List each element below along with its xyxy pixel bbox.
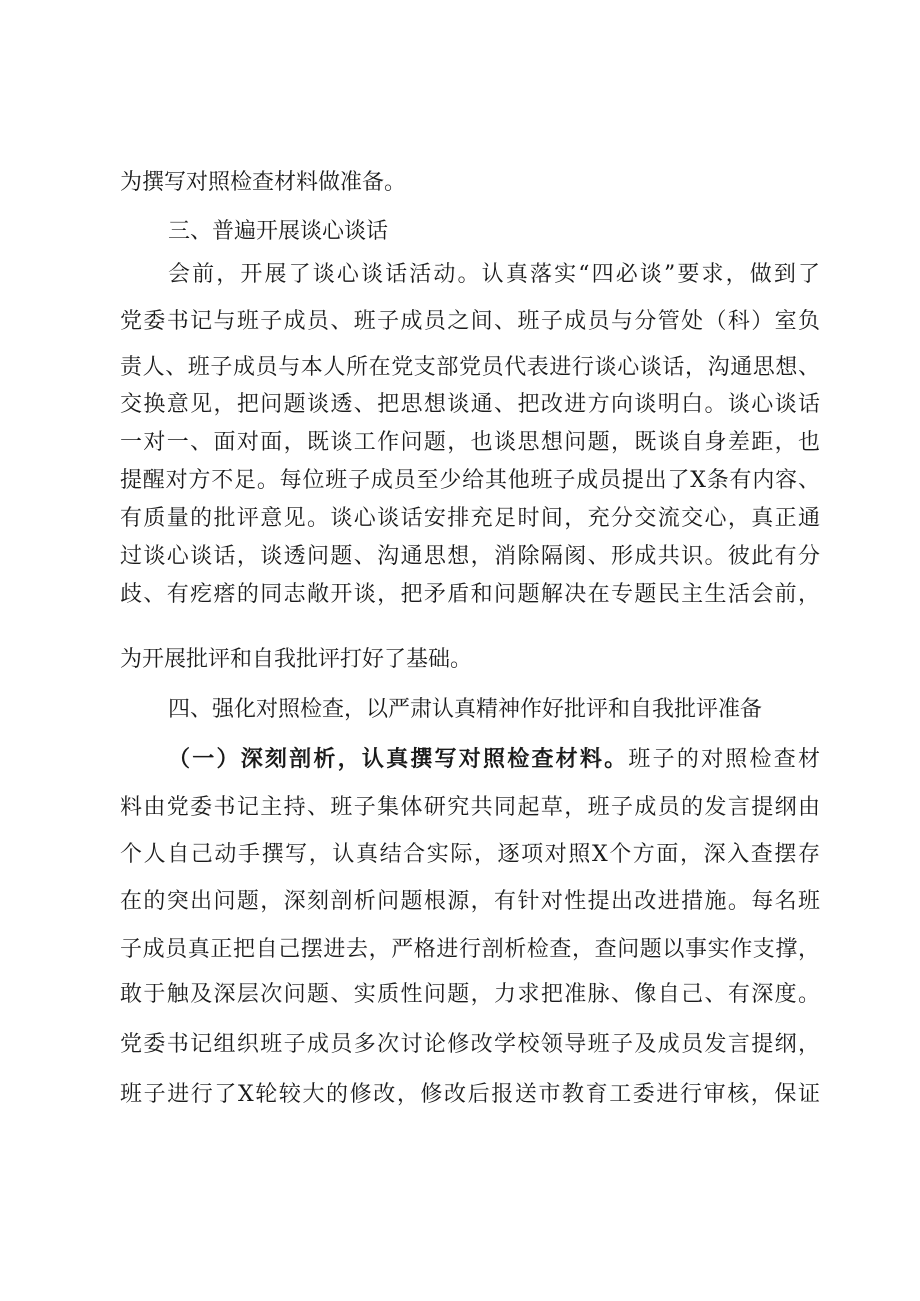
section-3-line: 责人、班子成员与本人所在党支部党员代表进行谈心谈话，沟通思想、 bbox=[120, 355, 820, 380]
section-4-first-line bbox=[168, 740, 820, 780]
section-3-line: 有质量的批评意见。谈心谈话安排充足时间，充分交流交心，真正通 bbox=[120, 506, 820, 531]
section-3-line: 交换意见，把问题谈透、把思想谈通、把改进方向谈明白。谈心谈话 bbox=[120, 392, 820, 417]
section-3-line: 党委书记与班子成员、班子成员之间、班子成员与分管处（科）室负 bbox=[120, 309, 820, 334]
section-4-line: 在的突出问题，深刻剖析问题根源，有针对性提出改进措施。每名班 bbox=[120, 889, 820, 914]
section-4-line: 敢于触及深层次问题、实质性问题，力求把准脉、像自己、有深度。 bbox=[120, 982, 820, 1007]
section-4-line: 班子进行了X轮较大的修改，修改后报送市教育工委进行审核，保证 bbox=[120, 1082, 820, 1107]
section-3-line: 歧、有疙瘩的同志敞开谈，把矛盾和问题解决在专题民主生活会前， bbox=[120, 582, 820, 607]
section-3-line: 一对一、面对面，既谈工作问题，也谈思想问题，既谈自身差距，也 bbox=[120, 430, 820, 455]
paragraph-tail: 为撰写对照检查材料做准备。 bbox=[120, 170, 407, 195]
section-4-line: 料由党委书记主持、班子集体研究共同起草，班子成员的发言提纲由 bbox=[120, 795, 820, 820]
section-3-line: 会前，开展了谈心谈话活动。认真落实“四必谈”要求，做到了 bbox=[168, 262, 820, 287]
section-4-line: 党委书记组织班子成员多次讨论修改学校领导班子及成员发言提纲， bbox=[120, 1032, 820, 1057]
section-4-sub-heading: （一）深刻剖析，认真撰写对照检查材料。 bbox=[168, 747, 629, 772]
section-4-line: 个人自己动手撰写，认真结合实际，逐项对照X个方面，深入查摆存 bbox=[120, 842, 820, 867]
section-4-heading: 四、强化对照检查，以严肃认真精神作好批评和自我批评准备 bbox=[168, 697, 763, 722]
section-3-heading: 三、普遍开展谈心谈话 bbox=[168, 219, 389, 244]
section-4-line: 子成员真正把自己摆进去，严格进行剖析检查，查问题以事实作支撑， bbox=[120, 937, 820, 962]
section-4-first-line-rest: 班子的对照检查材 bbox=[628, 747, 820, 772]
section-3-line: 提醒对方不足。每位班子成员至少给其他班子成员提出了X条有内容、 bbox=[120, 468, 820, 493]
section-3-line: 为开展批评和自我批评打好了基础。 bbox=[120, 647, 473, 672]
section-3-line: 过谈心谈话，谈透问题、沟通思想，消除隔阂、形成共识。彼此有分 bbox=[120, 544, 820, 569]
